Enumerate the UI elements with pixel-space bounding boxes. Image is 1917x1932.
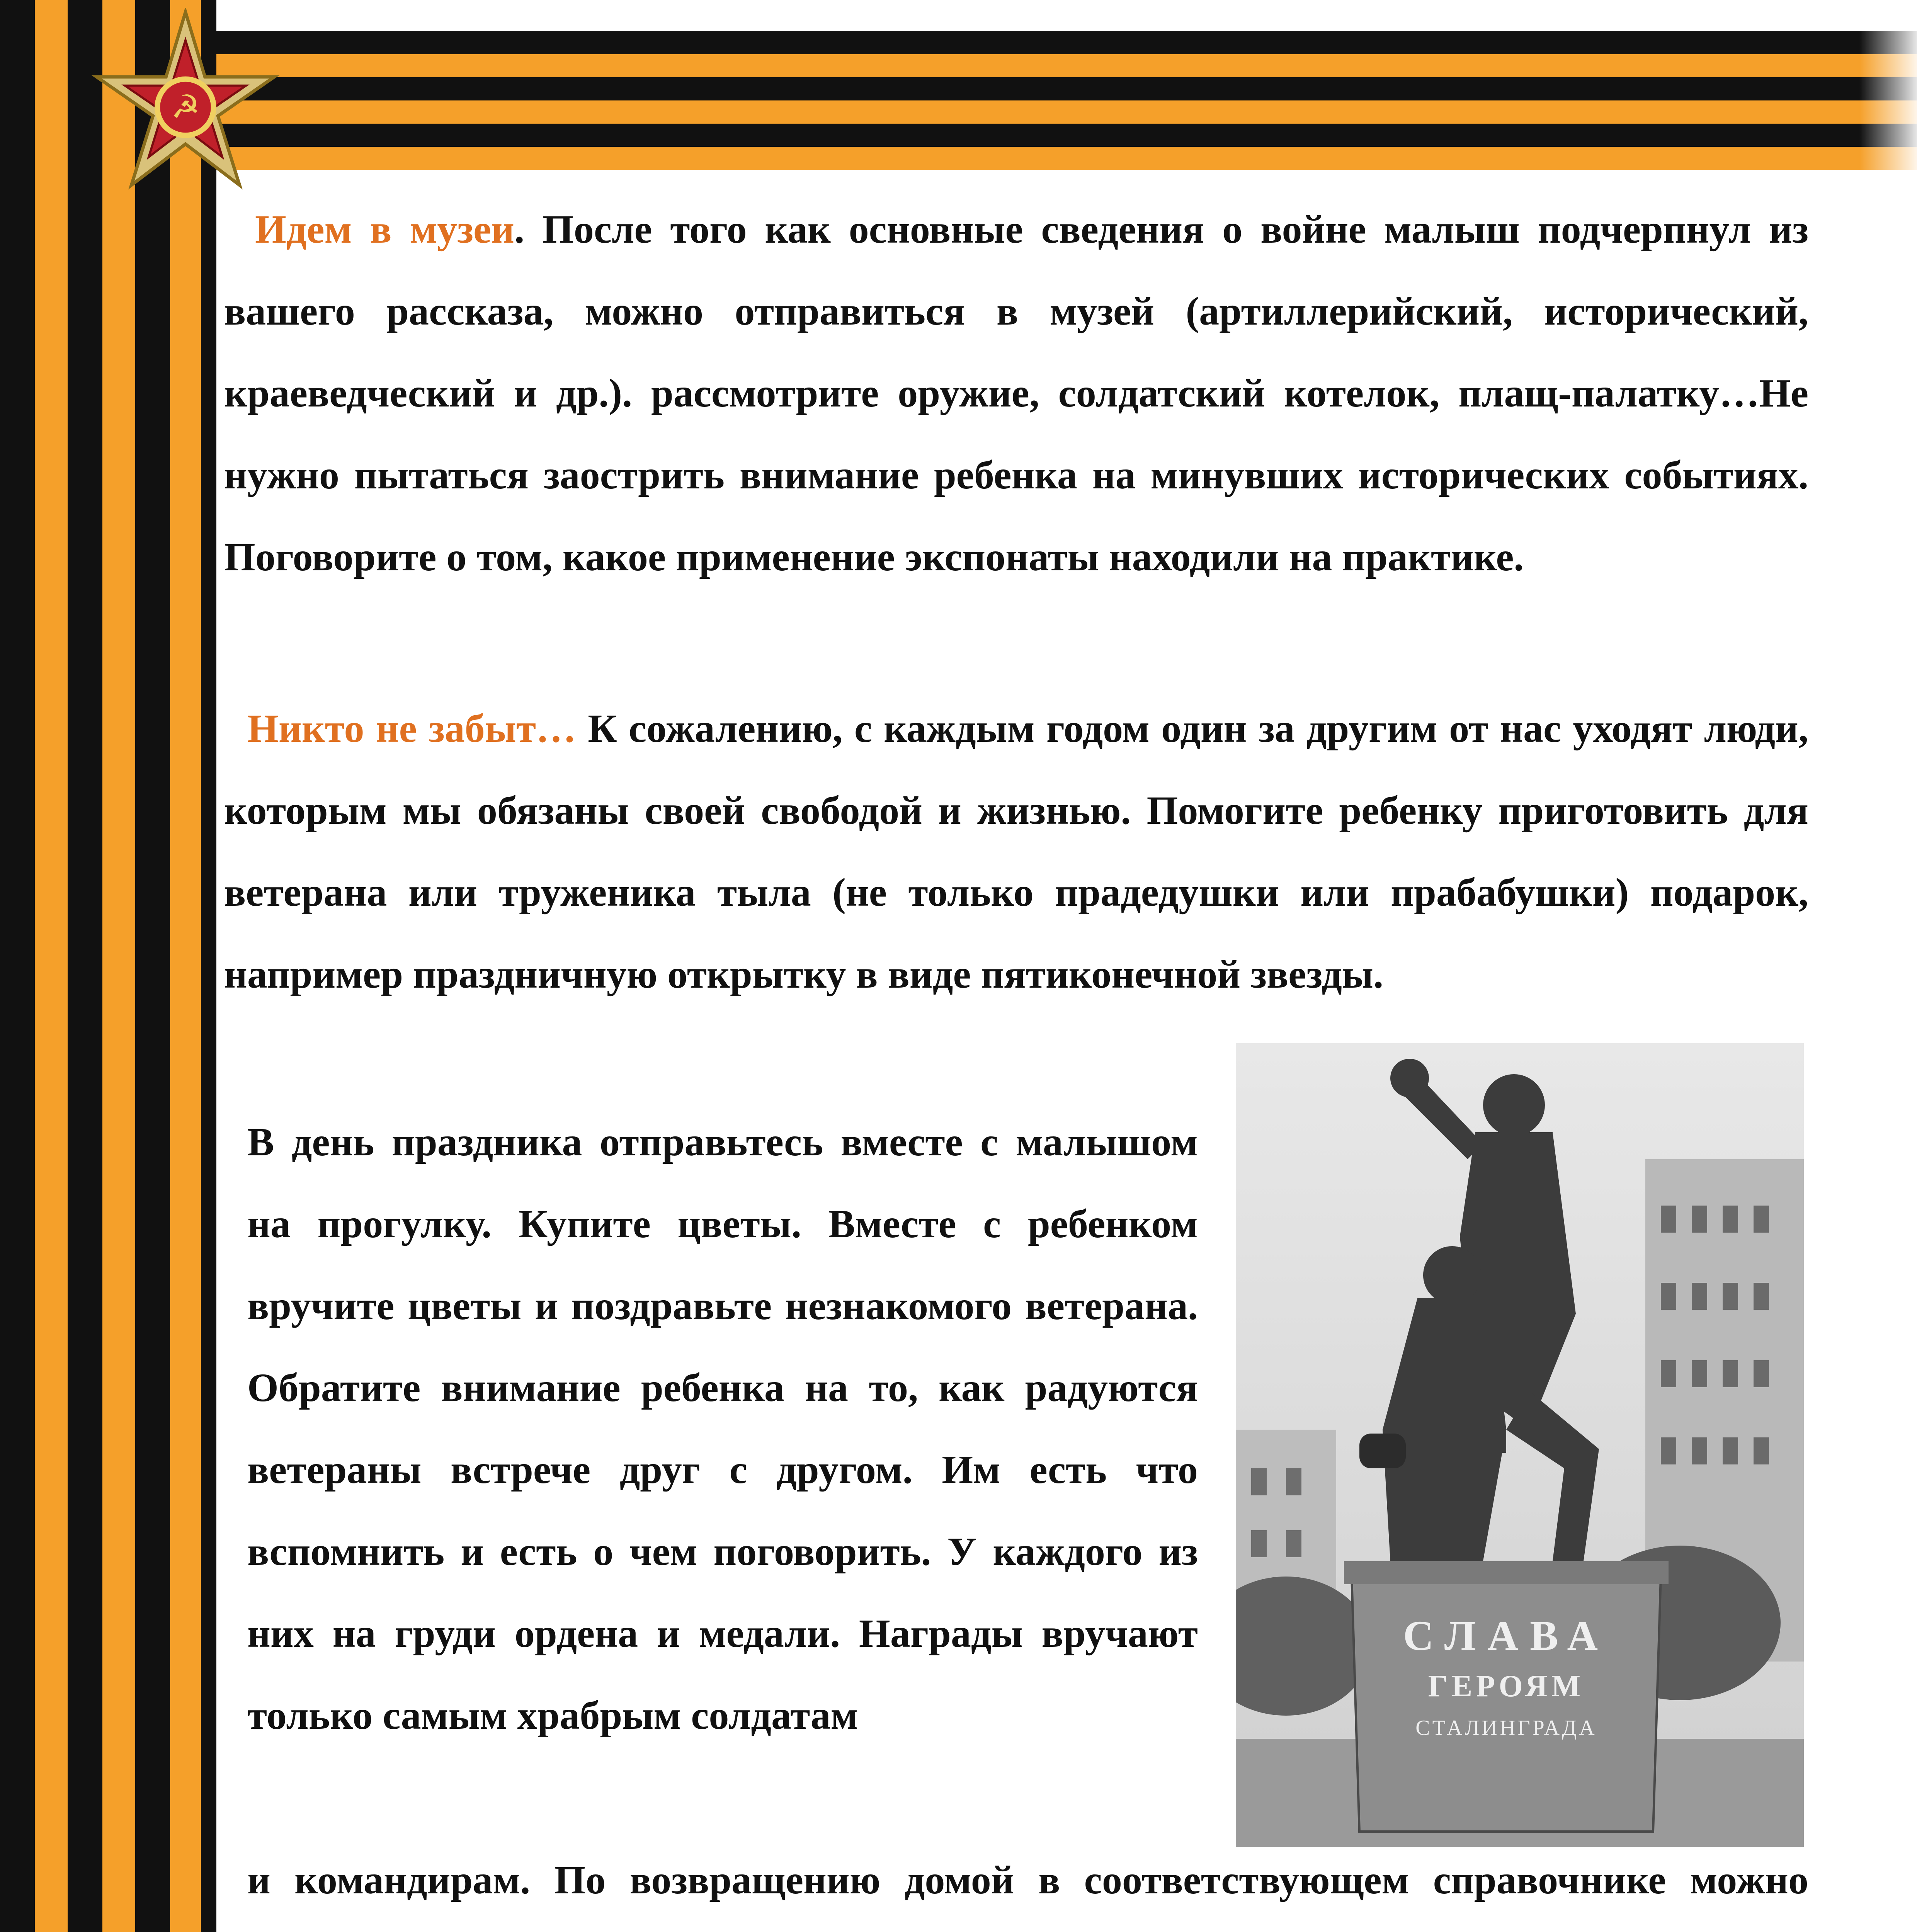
heading-museums: Идем в музеи bbox=[255, 207, 515, 252]
paragraph-holiday-walk-continued: и командирам. По возвращению домой в соответствующем справочнике можно bbox=[247, 1858, 1808, 1902]
paragraph-museums bbox=[224, 189, 1808, 598]
svg-text:☭: ☭ bbox=[171, 88, 200, 126]
monument-photo bbox=[1236, 1043, 1804, 1847]
monument-inscription-line-3: СТАЛИНГРАДА bbox=[1415, 1716, 1597, 1740]
paragraph-holiday-walk: В день праздника отправьтесь вместе с малышом на прогулку. Купите цветы. Вместе с ребенком вручите цветы и поздравьте незнакомого ветерана. Обратите внимание ребенка на то, как радуются ветераны встрече друг с другом. Им есть что вспомнить и есть о чем поговорить. У каждого из них на груди ордена и медали. Награды вручают только самым храбрым солдатам bbox=[247, 1120, 1198, 1738]
st-george-ribbon-left bbox=[0, 0, 216, 1932]
monument-inscription-line-1: СЛАВА bbox=[1403, 1612, 1609, 1659]
paragraph-museums-text: . После того как основные сведения о войне малыш подчерпнул из вашего рассказа, можно отправиться в музей (артиллерийский, исторический, краеведческий и др.). рассмотрите оружие, солдатский котелок, плащ-палатку…Не нужно пытаться заострить внимание ребенка на минувших исторических событиях. Поговорите о том, какое применение экспонаты находили на практике. bbox=[224, 207, 1808, 579]
heading-nobody-forgotten: Никто не забыт… bbox=[247, 706, 577, 751]
paragraph-nobody-forgotten bbox=[224, 688, 1808, 1015]
monument-inscription-line-2: ГЕРОЯМ bbox=[1428, 1669, 1585, 1703]
paragraph-nobody-forgotten-text: К сожалению, с каждым годом один за другим от нас уходят люди, которым мы обязаны своей свободой и жизнью. Помогите ребенку приготовить для ветерана или труженика тыла (не только прадедушки или прабабушки) подарок, например праздничную открытку в виде пятиконечной звезды. bbox=[224, 706, 1808, 997]
